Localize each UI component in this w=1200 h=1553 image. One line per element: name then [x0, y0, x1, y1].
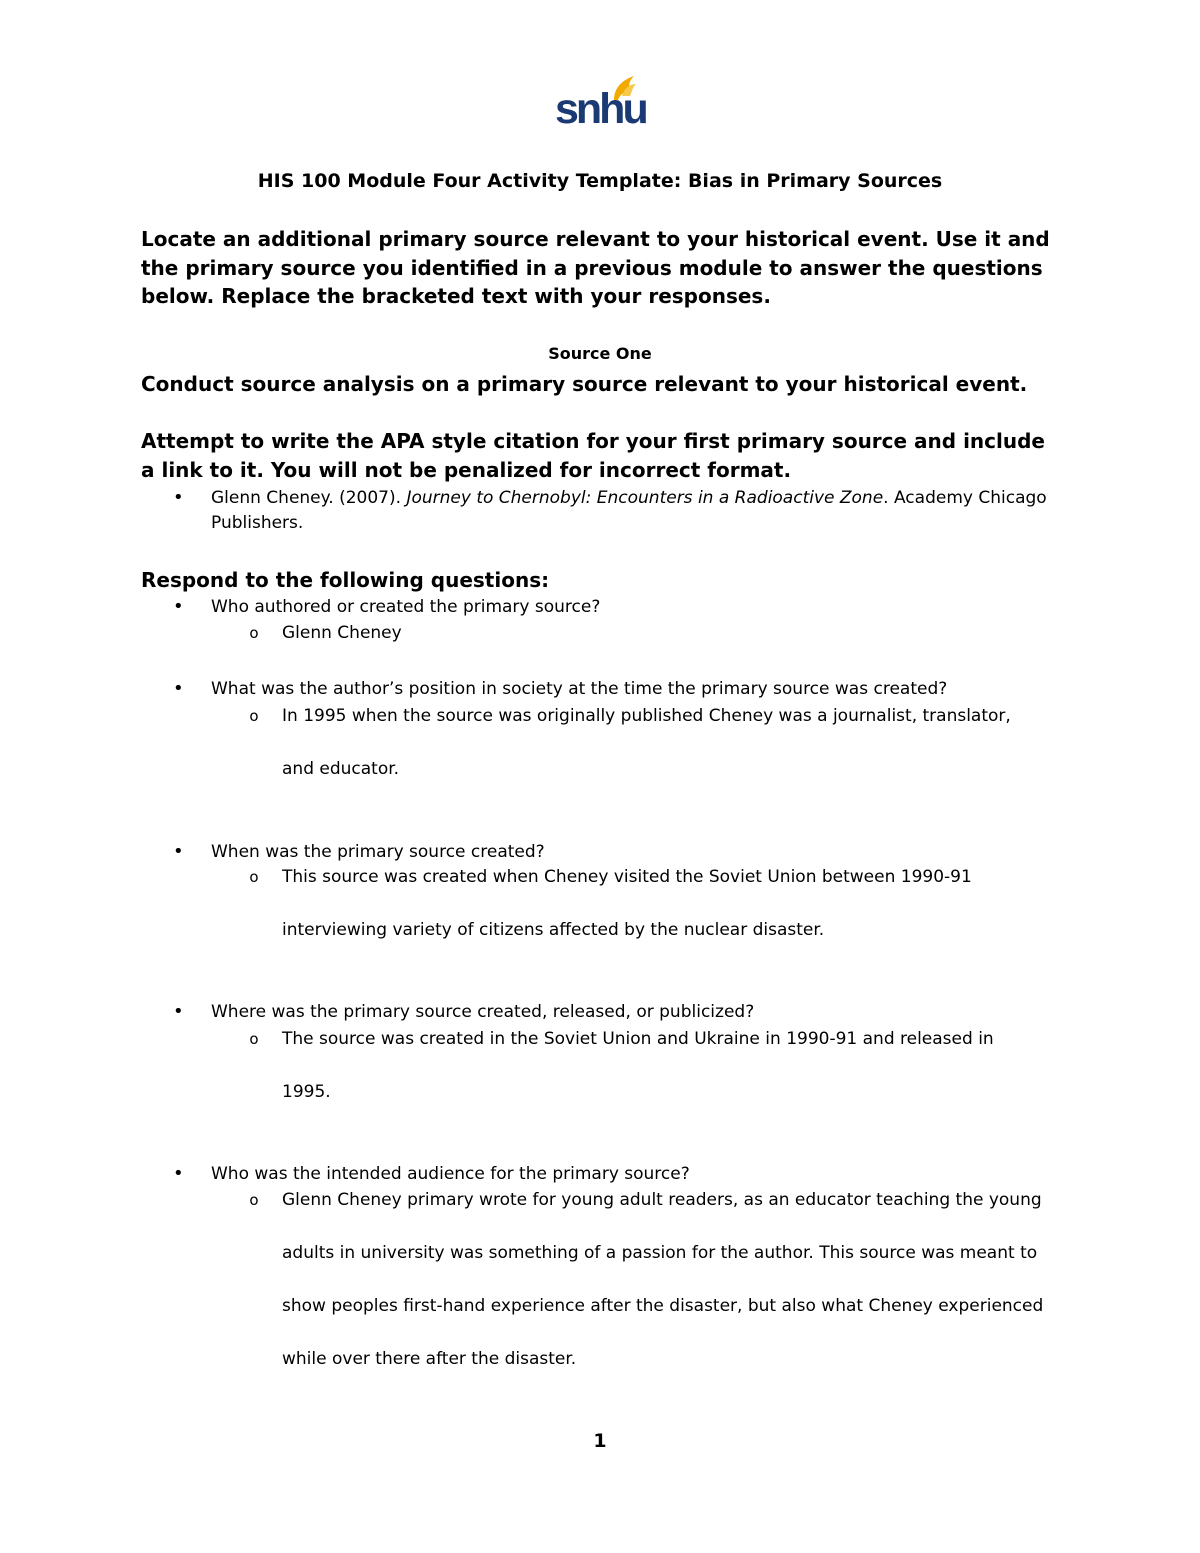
source-heading: Source One — [548, 344, 652, 363]
bullet-marker: • — [173, 1001, 184, 1022]
citation-publisher: . Academy Chicago Publishers. — [211, 488, 1047, 533]
question-text: What was the author’s position in society at the time the primary source was created? — [211, 679, 948, 699]
respond-heading: Respond to the following questions: — [141, 568, 550, 592]
answer-line: In 1995 when the source was originally published Cheney was a journalist, translator, — [282, 706, 1011, 726]
answer-text — [282, 704, 1072, 782]
bullet-marker: • — [173, 1163, 184, 1184]
snhu-logo — [552, 72, 648, 134]
citation-prompt: Attempt to write the APA style citation for your first primary source and include a link to it. You will not be penalized for incorrect format. — [141, 429, 1045, 482]
intro-paragraph: Locate an additional primary source relevant to your historical event. Use it and the primary source you identified in a previous module to answer the questions below. Replace the bracketed text with your responses. — [141, 227, 1050, 308]
citation-book-title: Journey to Chernobyl: Encounters in a Radioactive Zone — [406, 488, 884, 508]
bullet-marker: • — [173, 596, 184, 617]
sub-bullet-marker: o — [249, 868, 259, 886]
sub-bullet-marker: o — [249, 707, 259, 725]
logo-wordmark: snhu — [555, 85, 646, 133]
bullet-marker: • — [173, 841, 184, 862]
answer-line: interviewing variety of citizens affected by the nuclear disaster. — [282, 920, 825, 940]
sub-bullet-marker: o — [249, 1030, 259, 1048]
answer-line: This source was created when Cheney visited the Soviet Union between 1990-91 — [282, 867, 972, 887]
answer-line: Glenn Cheney — [282, 623, 402, 643]
answer-line: while over there after the disaster. — [282, 1349, 577, 1369]
answer-text — [282, 1027, 1072, 1105]
bullet-marker: • — [173, 487, 184, 508]
answer-line: The source was created in the Soviet Union and Ukraine in 1990-91 and released in — [282, 1029, 994, 1049]
question-text: Who authored or created the primary source? — [211, 597, 601, 617]
sub-bullet-marker: o — [249, 624, 259, 642]
answer-line: adults in university was something of a passion for the author. This source was meant to — [282, 1243, 1038, 1263]
answer-line: 1995. — [282, 1082, 331, 1102]
answer-text — [282, 1188, 1072, 1372]
answer-line: and educator. — [282, 759, 400, 779]
citation-author-year: Glenn Cheney. (2007). — [211, 488, 407, 508]
citation-text — [211, 486, 1081, 536]
sub-bullet-marker: o — [249, 1191, 259, 1209]
question-text: Who was the intended audience for the primary source? — [211, 1164, 690, 1184]
bullet-marker: • — [173, 678, 184, 699]
page-number: 1 — [593, 1430, 607, 1452]
question-text: Where was the primary source created, released, or publicized? — [211, 1002, 755, 1022]
instruction-text: Conduct source analysis on a primary source relevant to your historical event. — [141, 372, 1028, 396]
answer-line: show peoples first-hand experience after the disaster, but also what Cheney experienced — [282, 1296, 1044, 1316]
answer-text — [282, 621, 1072, 646]
answer-line: Glenn Cheney primary wrote for young adult readers, as an educator teaching the young — [282, 1190, 1042, 1210]
document-title: HIS 100 Module Four Activity Template: Bias in Primary Sources — [257, 170, 943, 192]
question-text: When was the primary source created? — [211, 842, 545, 862]
answer-text — [282, 865, 1072, 943]
